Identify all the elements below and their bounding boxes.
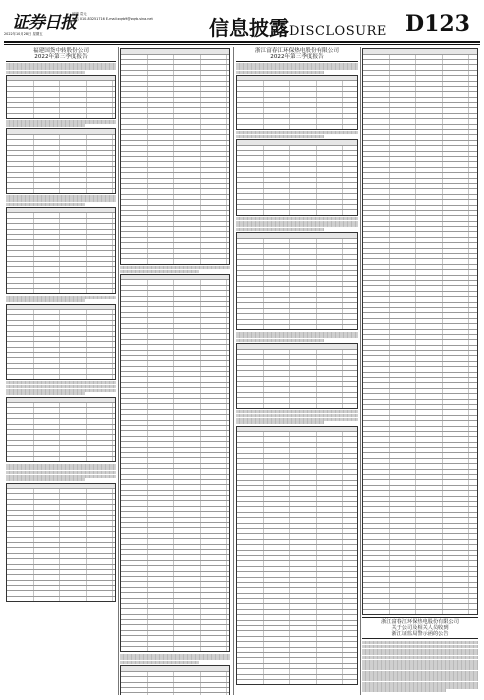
- data-table: [236, 232, 358, 330]
- data-table: [236, 426, 358, 686]
- column-4: [362, 47, 478, 695]
- masthead-rule-thin: [4, 44, 480, 45]
- section-title: [209, 12, 387, 41]
- contact-line: 电话 010-83251716 E-mail:zqrb9@zqrb.sina.net: [72, 16, 153, 21]
- text-line: [6, 299, 85, 302]
- table-row: [237, 210, 357, 214]
- table-row: [121, 647, 229, 651]
- data-table: [6, 75, 116, 119]
- table-row: [237, 325, 357, 329]
- notice-line-3: 浙江证监局警示函的公告: [391, 631, 449, 638]
- company-name: 浙江富春江环保热电股份有限公司: [255, 47, 339, 54]
- data-table: [362, 48, 478, 615]
- text-line: [6, 203, 85, 206]
- text-line: [236, 135, 324, 138]
- report-name: 2022年第三季度报告: [270, 53, 324, 60]
- text-line: [236, 228, 324, 231]
- report-title: [6, 47, 116, 62]
- table-row: [237, 125, 357, 129]
- editor-info: [72, 12, 153, 21]
- column-divider: [360, 47, 361, 695]
- text-line: [6, 124, 85, 127]
- data-table: [120, 48, 230, 265]
- table-row: [7, 457, 115, 461]
- column-divider: [118, 47, 119, 695]
- text-line: [236, 71, 324, 74]
- column-1: [6, 47, 116, 695]
- company-name: 福建国货中转股份公司: [33, 47, 89, 54]
- report-title: [236, 47, 358, 62]
- table-row: [7, 189, 115, 193]
- text-line: [6, 71, 85, 74]
- text-line: [236, 421, 324, 424]
- masthead: [4, 6, 480, 40]
- data-table: [236, 139, 358, 215]
- editor-line: 编辑 袁元: [72, 12, 87, 16]
- data-table: [120, 274, 230, 652]
- text-line: [120, 661, 199, 664]
- report-name: 2022年第三季度报告: [34, 53, 88, 60]
- newspaper-logo: 证券日报: [12, 13, 76, 33]
- text-line: [236, 339, 324, 342]
- column-divider: [233, 47, 234, 695]
- table-row: [7, 375, 115, 379]
- data-table: [6, 483, 116, 603]
- table-row: [121, 693, 229, 695]
- text-line: [120, 270, 199, 273]
- notice-line-2: 关于公司及相关人员收到: [391, 625, 449, 632]
- table-row: [7, 289, 115, 293]
- column-3: [236, 47, 358, 695]
- notice-company: 浙江富春江环保热电股份有限公司: [381, 619, 459, 626]
- column-2: [120, 47, 230, 695]
- masthead-rule: [4, 41, 480, 43]
- data-table: [6, 397, 116, 463]
- data-table: [236, 343, 358, 409]
- notice-title: [362, 617, 478, 639]
- table-row: [363, 610, 477, 614]
- text-line: [362, 689, 446, 692]
- section-title-cn: 信息披露: [209, 16, 289, 40]
- table-row: [7, 597, 115, 601]
- text-line: [6, 478, 85, 481]
- page-number: D123: [404, 11, 470, 37]
- section-title-en: DISCLOSURE: [289, 24, 387, 39]
- table-row: [237, 404, 357, 408]
- data-table: [236, 75, 358, 130]
- data-table: [120, 665, 230, 695]
- issue-date: 2022年10月28日 星期五: [4, 32, 43, 36]
- table-row: [7, 114, 115, 118]
- table-row: [121, 259, 229, 263]
- table-row: [237, 680, 357, 684]
- text-line: [6, 392, 85, 395]
- data-table: [6, 207, 116, 294]
- data-table: [6, 304, 116, 380]
- data-table: [6, 128, 116, 194]
